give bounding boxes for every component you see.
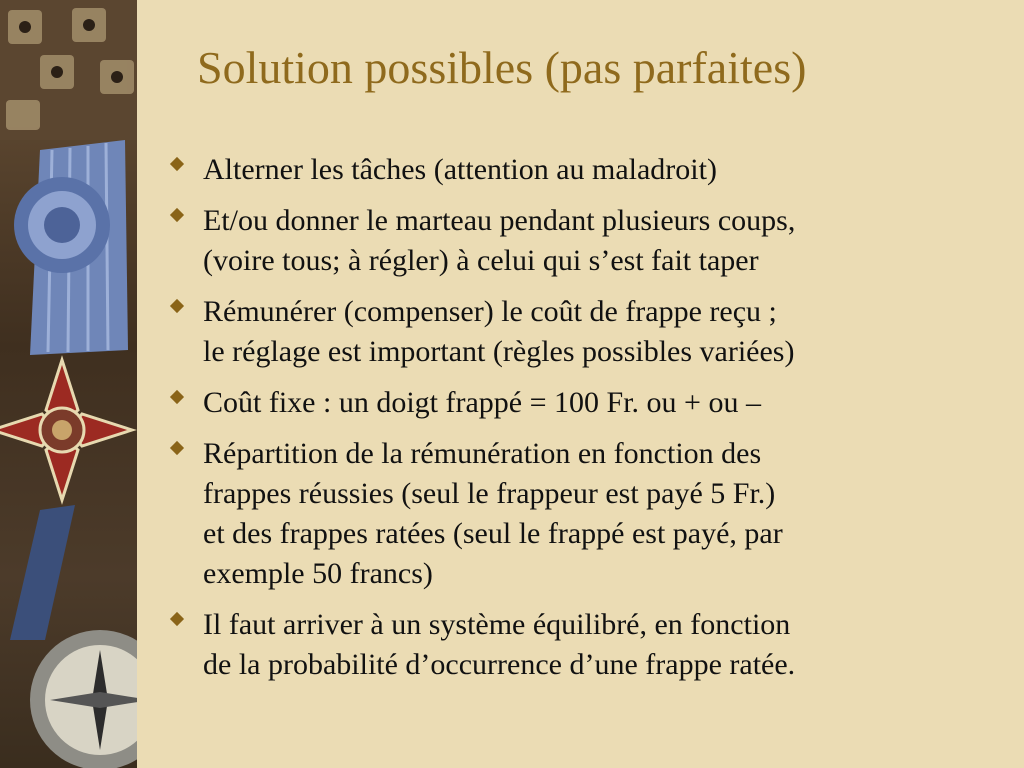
bullet-line: Et/ou donner le marteau pendant plusieurs coups,: [203, 204, 796, 237]
bullet-line: exemple 50 francs): [203, 557, 433, 590]
bullet-line: (voire tous; à régler) à celui qui s’est fait taper: [203, 244, 759, 277]
bullet-text: [203, 434, 1010, 594]
medal-ribbon-compass-icon: [0, 0, 137, 768]
bullet-line: Coût fixe : un doigt frappé = 100 Fr. ou + ou –: [203, 386, 761, 419]
bullet-item: [170, 201, 1010, 281]
medal-decoration-image: [0, 0, 137, 768]
bullet-line: Répartition de la rémunération en fonction des: [203, 437, 762, 470]
bullet-line: Rémunérer (compenser) le coût de frappe reçu ;: [203, 295, 777, 328]
bullet-text: [203, 201, 1010, 281]
diamond-bullet-icon: [170, 157, 184, 171]
bullet-line: Alterner les tâches (attention au maladroit): [203, 153, 717, 186]
bullet-text: [203, 292, 1010, 372]
bullet-line: de la probabilité d’occurrence d’une frappe ratée.: [203, 648, 796, 681]
bullet-item: [170, 292, 1010, 372]
bullet-text: [203, 383, 1010, 423]
bullet-line: et des frappes ratées (seul le frappé est payé, par: [203, 517, 783, 550]
bullet-text: [203, 605, 1010, 685]
bullet-line: Il faut arriver à un système équilibré, en fonction: [203, 608, 791, 641]
bullet-text: [203, 150, 1010, 190]
bullet-line: le réglage est important (règles possibles variées): [203, 335, 795, 368]
diamond-bullet-icon: [170, 441, 184, 455]
bullet-item: [170, 605, 1010, 685]
diamond-bullet-icon: [170, 299, 184, 313]
diamond-bullet-icon: [170, 390, 184, 404]
bullet-line: frappes réussies (seul le frappeur est payé 5 Fr.): [203, 477, 776, 510]
bullet-item: [170, 434, 1010, 594]
bullet-item: [170, 150, 1010, 190]
slide-title: Solution possibles (pas parfaites): [197, 42, 807, 93]
bullet-item: [170, 383, 1010, 423]
bullet-list: [170, 150, 1010, 696]
diamond-bullet-icon: [170, 612, 184, 626]
diamond-bullet-icon: [170, 208, 184, 222]
